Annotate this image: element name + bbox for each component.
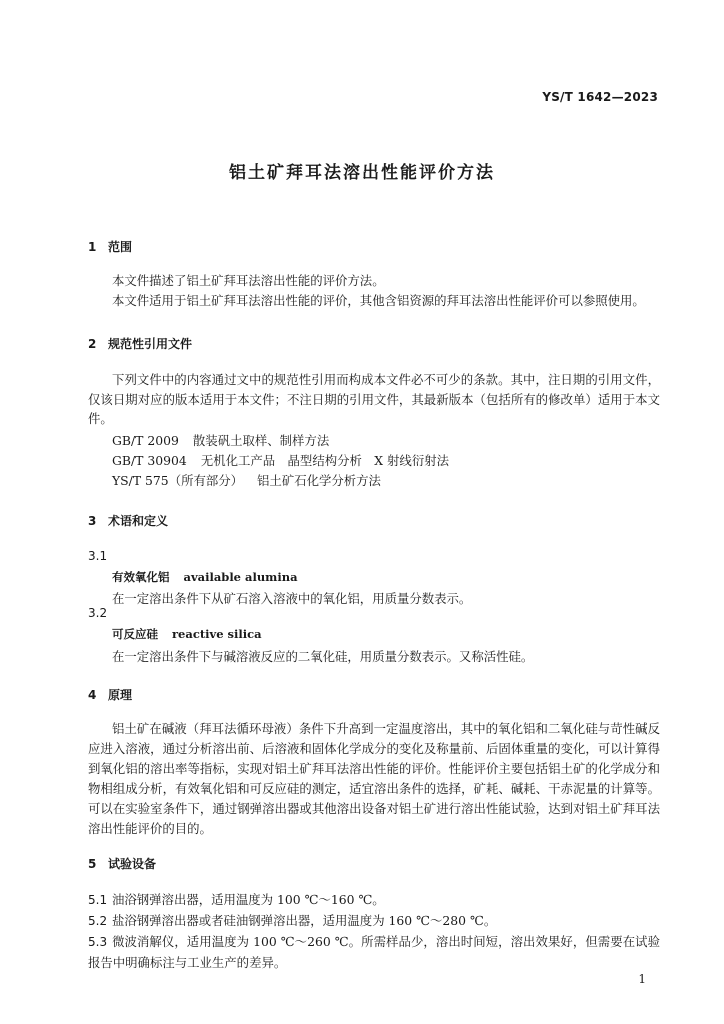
term-number: 3.2	[88, 606, 108, 620]
equipment-item	[88, 911, 660, 932]
reference-title: 散装矾土取样、制样方法	[192, 433, 330, 448]
section-2-title: 规范性引用文件	[108, 337, 193, 351]
reference-title: 无机化工产品 晶型结构分析 X 射线衍射法	[200, 453, 449, 468]
section-1-paragraph-2: 本文件适用于铝土矿拜耳法溶出性能的评价，其他含铝资源的拜耳法溶出性能评价可以参照使用。	[112, 293, 645, 308]
equipment-item-text: 盐浴钢弹溶出器或者硅油钢弹溶出器，适用温度为 160 ℃～280 ℃。	[112, 913, 497, 928]
section-3-title: 术语和定义	[108, 514, 169, 528]
equipment-item-text: 油浴钢弹溶出器，适用温度为 100 ℃～160 ℃。	[112, 892, 385, 907]
section-3-number: 3	[88, 514, 97, 528]
term-heading	[112, 569, 298, 585]
reference-code: GB/T 2009	[112, 433, 179, 448]
reference-code: YS/T 575（所有部分）	[112, 473, 244, 488]
document-title: 铝土矿拜耳法溶出性能评价方法	[229, 163, 495, 183]
section-3-heading	[88, 512, 168, 529]
section-4-title: 原理	[108, 688, 133, 702]
reference-item	[112, 471, 381, 489]
term-definition: 在一定溶出条件下从矿石溶入溶液中的氧化铝，用质量分数表示。	[112, 591, 472, 606]
term-english: available alumina	[183, 570, 298, 584]
section-4-heading	[88, 686, 132, 703]
term-definition: 在一定溶出条件下与碱溶液反应的二氧化硅，用质量分数表示。又称活性硅。	[112, 649, 534, 664]
reference-item	[112, 451, 449, 469]
section-2-intro: 下列文件中的内容通过文中的规范性引用而构成本文件必不可少的条款。其中，注日期的引用文件，仅该日期对应的版本适用于本文件；不注日期的引用文件，其最新版本（包括所有的修改单）适用于本文件。	[88, 372, 660, 426]
term-number: 3.1	[88, 549, 108, 563]
equipment-item-text: 微波消解仪，适用温度为 100 ℃～260 ℃。所需样品少，溶出时间短，溶出效果好，但需要在试验报告中明确标注与工业生产的差异。	[88, 934, 660, 970]
section-1-paragraph-1: 本文件描述了铝土矿拜耳法溶出性能的评价方法。	[112, 273, 385, 288]
equipment-item	[88, 932, 660, 972]
term-english: reactive silica	[172, 627, 262, 641]
reference-code: GB/T 30904	[112, 453, 187, 468]
section-4-number: 4	[88, 688, 97, 702]
section-1-title: 范围	[108, 240, 133, 254]
section-5-number: 5	[88, 857, 97, 871]
section-1-number: 1	[88, 240, 97, 254]
section-5-heading	[88, 855, 156, 872]
standard-code: YS/T 1642—2023	[542, 90, 658, 104]
section-2-heading	[88, 335, 192, 352]
equipment-item-number: 5.1	[88, 893, 108, 907]
term-heading	[112, 626, 262, 642]
term-chinese: 有效氧化铝	[112, 570, 170, 584]
section-4-paragraph: 铝土矿在碱液（拜耳法循环母液）条件下升高到一定温度溶出，其中的氧化铝和二氧化硅与苛性碱反应进入溶液，通过分析溶出前、后溶液和固体化学成分的变化及称量前、后固体重量的变化，可以计算得到氧化铝的溶出率等指标，实现对铝土矿拜耳法溶出性能的评价。性能评价主要包括铝土矿的化学成分和物相组成分析，有效氧化铝和可反应硅的测定，适宜溶出条件的选择，矿耗、碱耗、干赤泥量的计算等。可以在实验室条件下，通过钢弹溶出器或其他溶出设备对铝土矿进行溶出性能试验，达到对铝土矿拜耳法溶出性能评价的目的。	[88, 721, 660, 836]
equipment-item-number: 5.2	[88, 914, 108, 928]
section-5-title: 试验设备	[108, 857, 157, 871]
page-number: 1	[638, 972, 646, 986]
equipment-item-number: 5.3	[88, 935, 108, 949]
section-1-heading	[88, 238, 132, 255]
equipment-item	[88, 890, 660, 911]
reference-title: 铝土矿石化学分析方法	[257, 473, 381, 488]
term-chinese: 可反应硅	[112, 627, 158, 641]
reference-item	[112, 431, 329, 449]
section-2-number: 2	[88, 337, 97, 351]
